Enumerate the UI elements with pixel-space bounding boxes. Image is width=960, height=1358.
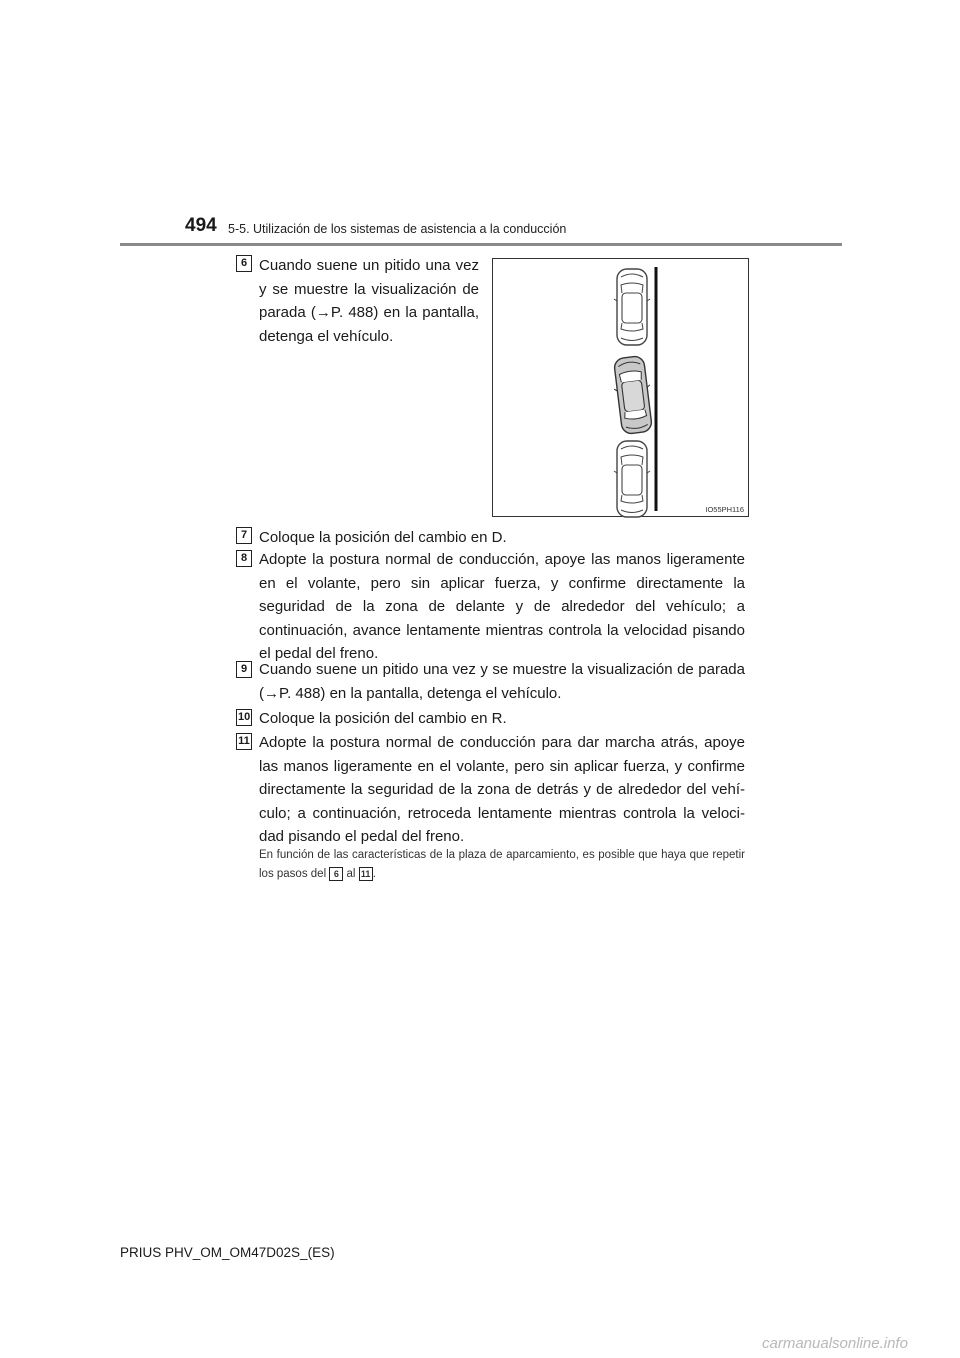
note-from-badge: 6 — [329, 867, 343, 881]
parked-car-rear — [614, 441, 650, 517]
step-badge-11: 11 — [236, 733, 252, 750]
note-prefix: En función de las características de la plaza de aparcamiento, es posible que haya que repetir los pasos del — [259, 849, 745, 880]
figure-code: IO55PH116 — [705, 505, 744, 514]
page-number: 494 — [185, 215, 217, 236]
step-10-text: Coloque la posición del cambio en R. — [259, 710, 507, 727]
step-8-text: Adopte la postura normal de conducción, apoye las manos ligeramente en el volante, pero sin aplicar fuerza, y confirme directamente la seguridad de la zona de delante y de alrededor del vehículo; a continuación, avance lentamente mientras controla la velocidad pisando el pedal del freno. — [259, 551, 745, 663]
note-to-badge: 11 — [359, 867, 373, 881]
footer-brand: carmanualsonline.info — [762, 1335, 908, 1352]
step-badge-6: 6 — [236, 255, 252, 272]
note-text — [259, 846, 745, 883]
maneuvering-car — [611, 355, 656, 435]
step-badge-8: 8 — [236, 550, 252, 567]
parking-diagram — [493, 259, 750, 518]
section-title: 5-5. Utilización de los sistemas de asistencia a la conducción — [228, 222, 567, 236]
footer-label: PRIUS PHV_OM_OM47D02S_(ES) — [120, 1245, 335, 1260]
step-9-text: Cuando suene un pitido una vez y se muestre la visualización de parada (→P. 488) en la pantalla, detenga el vehículo. — [259, 661, 745, 702]
step-badge-10: 10 — [236, 709, 252, 726]
header-rule — [120, 243, 842, 246]
step-badge-9: 9 — [236, 661, 252, 678]
parked-car-front — [614, 269, 650, 345]
step-7-text: Coloque la posición del cambio en D. — [259, 529, 507, 546]
step-badge-7: 7 — [236, 527, 252, 544]
parking-illustration — [492, 258, 749, 517]
note-suffix: . — [372, 867, 376, 880]
note-middle: al — [346, 867, 356, 880]
step-11-text: Adopte la postura normal de conducción para dar marcha atrás, apoye las manos ligeramente en el volante, pero sin aplicar fuerza, y confirme directamente la seguridad de la zona de detrás y de alrededor del vehí-culo; a continuación, retroceda lentamente mientras controla la veloci-dad pisando el pedal del freno. — [259, 734, 745, 846]
step-6-text: Cuando suene un pitido una vez y se muestre la visualización de parada (→P. 488) en la pantalla, detenga el vehículo. — [259, 257, 479, 345]
